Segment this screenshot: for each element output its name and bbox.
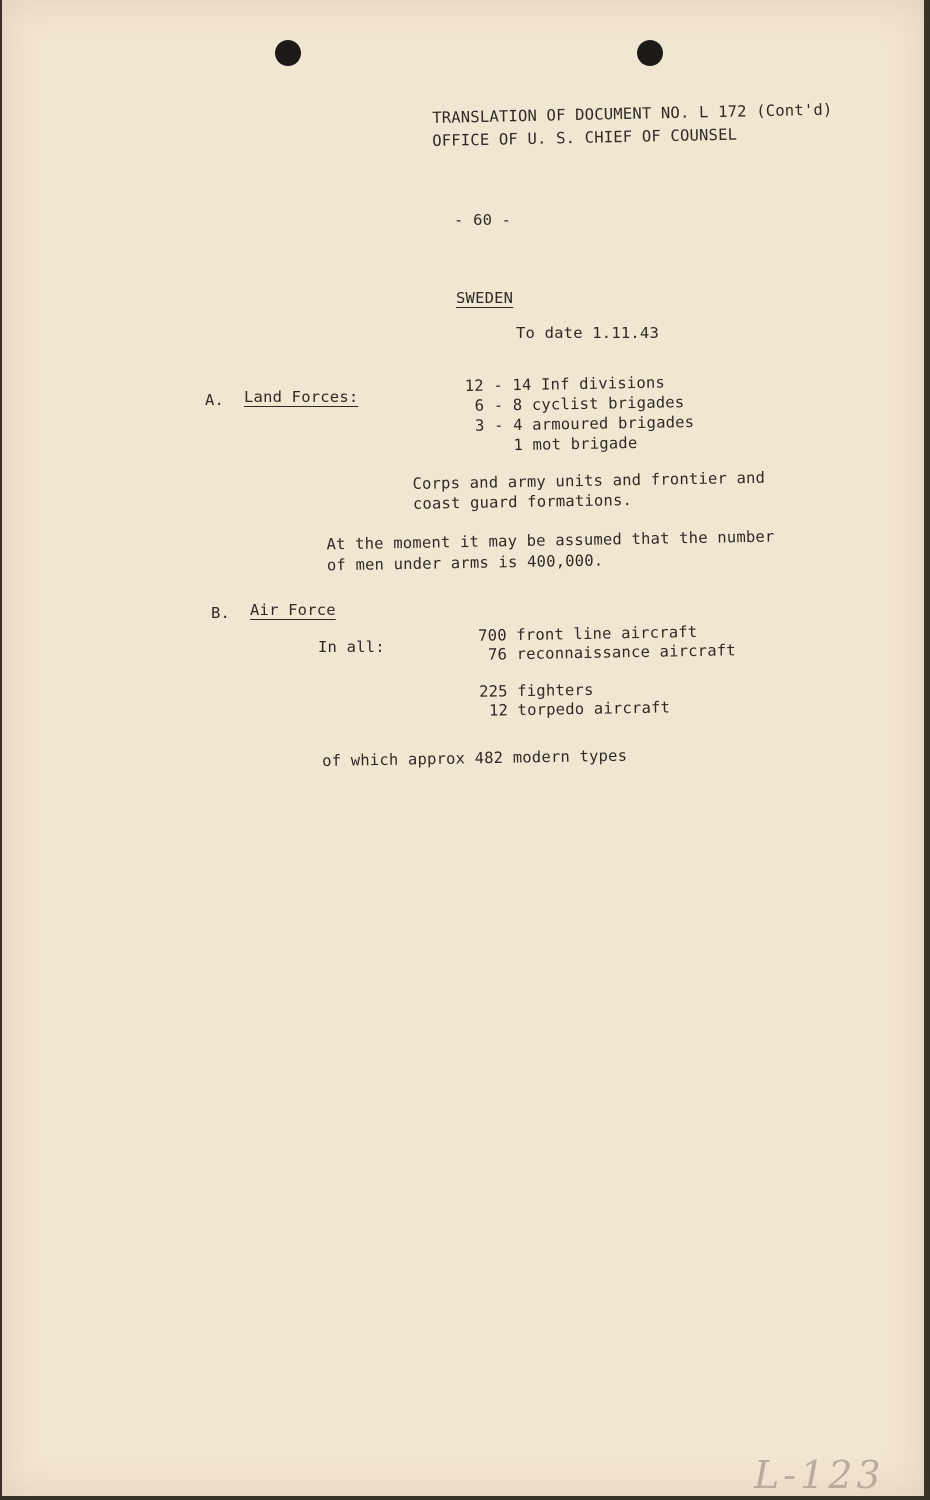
document-page [2, 0, 924, 1496]
land-forces-note-line-2: coast guard formations. [412, 491, 633, 513]
air-force-item: 12 torpedo aircraft [479, 698, 671, 720]
country-heading: SWEDEN [456, 289, 514, 307]
land-forces-item: 3 - 4 armoured brigades [465, 412, 695, 435]
section-a-marker: A. [205, 391, 225, 409]
scan-edge [924, 0, 930, 1500]
land-forces-item: 6 - 8 cyclist brigades [464, 393, 685, 415]
air-force-item: 76 reconnaissance aircraft [478, 641, 736, 664]
section-b-marker: B. [211, 604, 231, 622]
handwritten-reference-mark: L-123 [754, 1453, 885, 1496]
punch-hole-left [275, 40, 301, 66]
header-line-1: TRANSLATION OF DOCUMENT NO. L 172 (Cont'd) [432, 100, 833, 127]
land-forces-note-line-1: Corps and army units and frontier and [412, 468, 766, 493]
page-number: - 60 - [454, 211, 512, 229]
air-force-in-all-label: In all: [318, 638, 385, 656]
land-forces-item: 12 - 14 Inf divisions [464, 373, 666, 395]
land-forces-item: 1 mot brigade [465, 433, 638, 455]
estimate-line-2: of men under arms is 400,000. [326, 551, 604, 575]
date-line: To date 1.11.43 [516, 324, 659, 342]
air-force-item: 700 front line aircraft [478, 622, 698, 645]
header-line-2: OFFICE OF U. S. CHIEF OF COUNSEL [432, 125, 738, 150]
air-force-item: 225 fighters [478, 680, 594, 701]
air-force-heading: Air Force [250, 601, 336, 619]
land-forces-heading: Land Forces: [244, 388, 359, 406]
punch-hole-right [637, 40, 663, 66]
estimate-line-1: At the moment it may be assumed that the number [326, 527, 775, 554]
modern-types-summary: of which approx 482 modern types [322, 746, 628, 770]
